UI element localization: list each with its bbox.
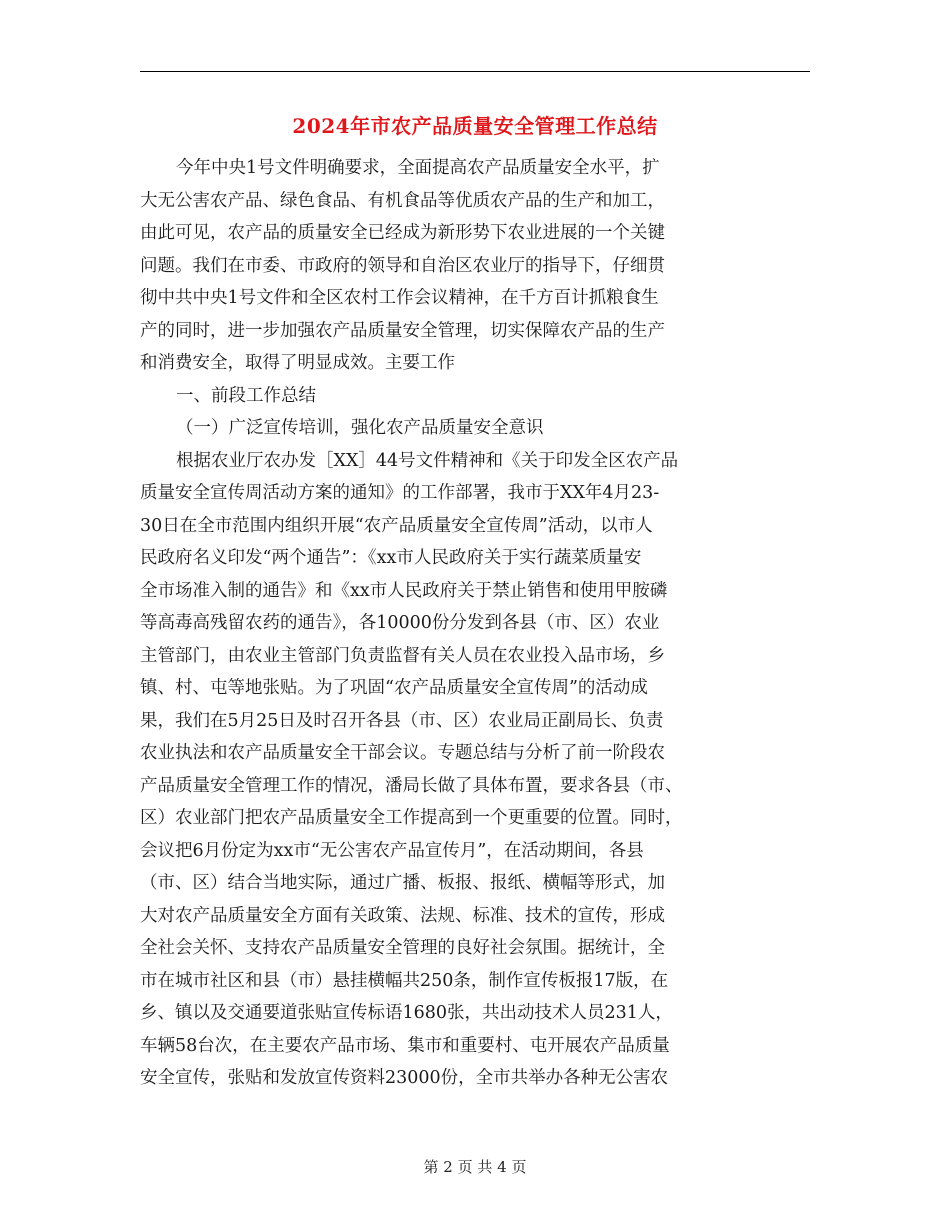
- text-line: 农业执法和农产品质量安全干部会议。专题总结与分析了前一阶段农: [140, 743, 665, 763]
- text-line: 全市场准入制的通告》和《xx市人民政府关于禁止销售和使用甲胺磷: [140, 580, 668, 601]
- text-line: 产品质量安全管理工作的情况，潘局长做了具体布置，要求各县（市、: [140, 775, 683, 796]
- text-line: 彻中共中央1号文件和全区农村工作会议精神，在千方百计抓粮食生: [140, 288, 659, 308]
- document-body: [140, 152, 800, 1095]
- page-footer: 第 2 页 共 4 页: [423, 1158, 527, 1176]
- text-line: 主管部门，由农业主管部门负责监督有关人员在农业投入品市场，乡: [140, 645, 665, 666]
- text-line: 根据农业厅农办发［XX］44号文件精神和《关于印发全区农产品: [176, 450, 679, 471]
- text-line: 由此可见，农产品的质量安全已经成为新形势下农业进展的一个关键: [140, 223, 665, 243]
- text-line: 镇、村、屯等地张贴。为了巩固“农产品质量安全宣传周”的活动成: [140, 678, 648, 698]
- text-line: （市、区）结合当地实际，通过广播、板报、报纸、横幅等形式，加: [140, 873, 665, 893]
- text-line: 果，我们在5月25日及时召开各县（市、区）农业局正副局长、负责: [140, 710, 664, 731]
- text-line: 30日在全市范围内组织开展“农产品质量安全宣传周”活动，以市人: [140, 515, 653, 536]
- text-line: 大对农产品质量安全方面有关政策、法规、标准、技术的宣传，形成: [140, 905, 665, 926]
- text-line: 产的同时，进一步加强农产品质量安全管理，切实保障农产品的生产: [140, 320, 665, 341]
- text-line: 质量安全宣传周活动方案的通知》的工作部署，我市于XX年4月23-: [140, 483, 660, 503]
- text-line: 安全宣传，张贴和发放宣传资料23000份，全市共举办各种无公害农: [140, 1068, 669, 1088]
- text-line: 今年中央1号文件明确要求，全面提高农产品质量安全水平，扩: [176, 158, 660, 178]
- text-line: 全社会关怀、支持农产品质量安全管理的良好社会氛围。据统计，全: [140, 938, 665, 958]
- text-line: 车辆58台次，在主要农产品市场、集市和重要村、屯开展农产品质量: [140, 1035, 670, 1056]
- section-heading: 一、前段工作总结: [176, 385, 316, 406]
- text-line: 市在城市社区和县（市）悬挂横幅共250条，制作宣传板报17版，在: [140, 970, 669, 991]
- text-line: 会议把6月份定为xx市“无公害农产品宣传月”，在活动期间，各县: [140, 840, 644, 861]
- text-line: 问题。我们在市委、市政府的领导和自治区农业厅的指导下，仔细贯: [140, 255, 665, 276]
- text-line: 乡、镇以及交通要道张贴宣传标语1680张，共出动技术人员231人，: [140, 1003, 673, 1023]
- text-line: 大无公害农产品、绿色食品、有机食品等优质农产品的生产和加工，: [140, 190, 665, 211]
- header-rule: [140, 71, 810, 72]
- subsection-heading: （一）广泛宣传培训，强化农产品质量安全意识: [176, 418, 544, 438]
- text-line: 和消费安全，取得了明显成效。主要工作: [140, 353, 455, 373]
- text-line: 区）农业部门把农产品质量安全工作提高到一个更重要的位置。同时，: [140, 808, 683, 828]
- text-line: 等高毒高残留农药的通告》，各10000份分发到各县（市、区）农业: [140, 613, 660, 633]
- document-title: 2024年市农产品质量安全管理工作总结: [292, 114, 658, 138]
- text-line: 民政府名义印发“两个通告”：《xx市人民政府关于实行蔬菜质量安: [140, 548, 642, 568]
